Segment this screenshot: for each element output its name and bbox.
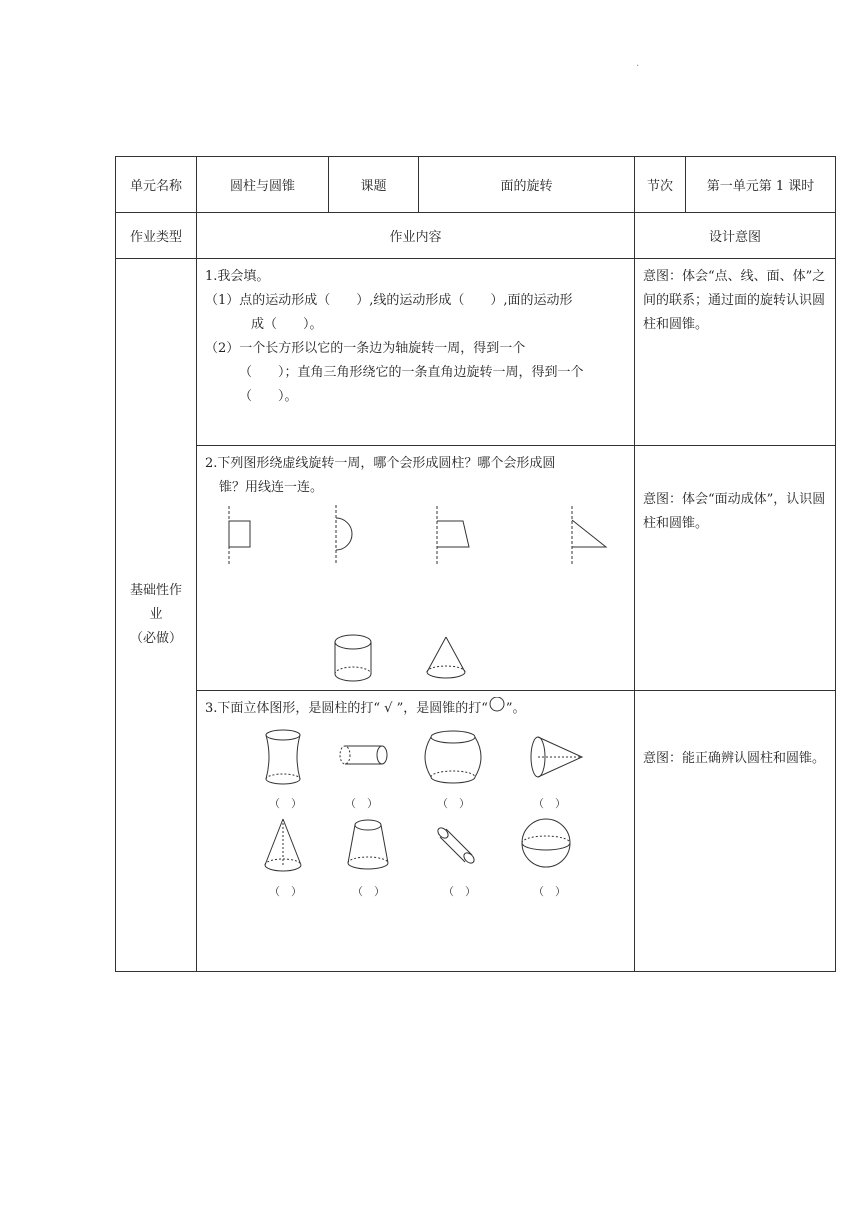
- trapezoid-icon: [437, 506, 469, 564]
- q1-part2-line1: （2）一个长方形以它的一条边为轴旋转一周，得到一个: [205, 341, 526, 356]
- q3-answer-8[interactable]: （ ）: [533, 885, 566, 898]
- category-cell: [116, 259, 197, 972]
- q3-answer-1[interactable]: （ ）: [269, 797, 302, 810]
- q2-title-line2: 锥？用线连一连。: [219, 480, 324, 495]
- content-column-header: 作业内容: [197, 213, 635, 259]
- q2-figures: [197, 500, 633, 690]
- lying-cylinder-icon: [340, 746, 387, 764]
- q3-answer-5[interactable]: （ ）: [269, 885, 302, 898]
- lying-cone-icon: [531, 737, 582, 777]
- cone-icon: [427, 637, 465, 678]
- homework-table: [115, 156, 836, 972]
- column-header-row: [116, 213, 836, 259]
- question-3-content: [197, 691, 635, 972]
- circle-mark-icon: [488, 697, 506, 713]
- q1-part1-line2: 成（ ）。: [251, 317, 323, 332]
- unit-label: 单元名称: [116, 157, 197, 213]
- category-line3: （必做）: [129, 631, 182, 646]
- q1-part2-line2: （ ）；直角三角形绕它的一条直角边旋转一周，得到一个: [239, 365, 584, 380]
- sphere-icon: [522, 819, 570, 867]
- q3-answer-7[interactable]: （ ）: [443, 885, 476, 898]
- cylinder-icon: [335, 635, 371, 681]
- q1-part2-line3: （ ）。: [239, 389, 298, 404]
- q2-title-line1: 2.下列图形绕虚线旋转一周，哪个会形成圆柱？哪个会形成圆: [205, 456, 556, 471]
- q3-intent-cell: [635, 691, 836, 972]
- question-2-content: [197, 446, 635, 691]
- section-value: 第一单元第 1 课时: [686, 157, 836, 213]
- q3-title-part2: ”。: [505, 701, 526, 716]
- q3-answer-6[interactable]: （ ）: [352, 885, 385, 898]
- hourglass-cylinder-icon: [266, 730, 300, 784]
- q3-answer-4[interactable]: （ ）: [533, 797, 566, 810]
- right-triangle-icon: [572, 506, 606, 564]
- tilted-cylinder-icon: [436, 826, 476, 865]
- type-column-header: 作业类型: [116, 213, 197, 259]
- q3-title-part1: 3.下面立体图形，是圆柱的打“ √ ”，是圆锥的打“: [205, 701, 488, 716]
- q2-intent-cell: [635, 446, 836, 691]
- category-line1: 基础性作: [129, 583, 182, 598]
- q1-part1-line1: （1）点的运动形成（ ）,线的运动形成（ ）,面的运动形: [205, 293, 573, 308]
- q3-intent: 意图：能正确辨认圆柱和圆锥。: [643, 751, 826, 766]
- header-row: [116, 157, 836, 213]
- upright-cone-icon: [265, 819, 301, 871]
- semicircle-icon: [336, 505, 352, 563]
- question-3-row: [116, 691, 836, 972]
- question-1-content: [197, 259, 635, 446]
- intent-column-header: 设计意图: [635, 213, 836, 259]
- q1-intent-cell: [635, 259, 836, 446]
- q3-answer-3[interactable]: （ ）: [437, 797, 470, 810]
- q1-intent: 意图：体会“点、线、面、体”之间的联系；通过面的旋转认识圆柱和圆锥。: [643, 269, 826, 332]
- barrel-icon: [425, 731, 481, 783]
- category-line2: 业: [149, 607, 163, 622]
- topic-label: 课题: [329, 157, 419, 213]
- rectangle-icon: [229, 506, 250, 564]
- q2-intent: 意图：体会“面动成体”，认识圆柱和圆锥。: [643, 492, 826, 531]
- q3-answer-2[interactable]: （ ）: [345, 797, 378, 810]
- question-1-row: [116, 259, 836, 446]
- q1-title: 1.我会填。: [205, 269, 270, 284]
- q3-solids: [197, 721, 633, 911]
- page-dot: .: [636, 58, 640, 69]
- question-2-row: [116, 446, 836, 691]
- frustum-icon: [348, 820, 388, 869]
- topic-value: 面的旋转: [419, 157, 635, 213]
- section-label: 节次: [635, 157, 686, 213]
- unit-value: 圆柱与圆锥: [197, 157, 329, 213]
